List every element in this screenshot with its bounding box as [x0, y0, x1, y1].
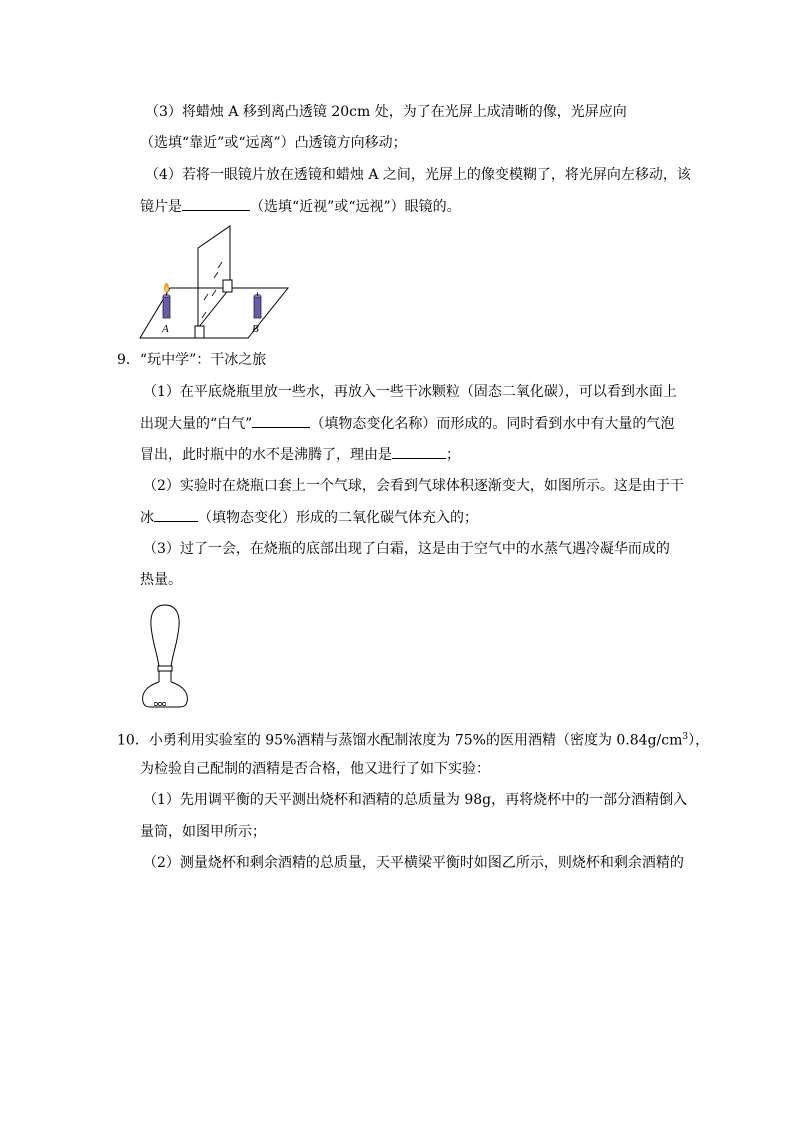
q10-line2: 为检验自己配制的酒精是否合格，他又进行了如下实验：	[140, 761, 490, 777]
q10-part2-line1: （2）测量烧杯和剩余酒精的总质量，天平横梁平衡时如图乙所示，则烧杯和剩余酒精的	[143, 855, 684, 871]
q10-part1-line1: （1）先用调平衡的天平测出烧杯和酒精的总质量为 98g，再将烧杯中的一部分酒精倒入	[143, 792, 688, 808]
q9-part2-post: （填物态变化）形成的二氧化碳气体充入的；	[198, 510, 478, 526]
q10-part1-line2: 量筒，如图甲所示；	[140, 824, 266, 840]
q9-part2-line2	[140, 507, 478, 528]
q8-part4-line2	[140, 196, 461, 217]
candle-b-label: B	[252, 323, 259, 335]
q8-part3-line2: （选填“靠近”或“远离”）凸透镜方向移动；	[140, 135, 407, 151]
flask-balloon-figure	[140, 602, 190, 710]
q10-line1	[117, 727, 709, 751]
q8-part4-post: （选填“近视”或“远视”）眼镜的。	[250, 199, 461, 215]
plane-mirror-candles-figure	[138, 222, 294, 344]
q9-title: 9．“玩中学”：干冰之旅	[117, 352, 267, 368]
q9-part1-pre2: 冒出，此时瓶中的水不是沸腾了，理由是	[140, 447, 392, 463]
q9-part2-line1: （2）实验时在烧瓶口套上一个气球，会看到气球体积逐渐变大，如图所示。这是由于干	[143, 478, 684, 494]
q8-part4-pre: 镜片是	[140, 199, 182, 215]
answer-blank	[182, 196, 250, 211]
q9-part1-line3	[140, 444, 460, 465]
q8-part4-line1: （4）若将一眼镜片放在透镜和蜡烛 A 之间，光屏上的像变模糊了，将光屏向左移动，该	[145, 167, 691, 183]
answer-blank	[154, 507, 198, 522]
q9-part3-line2: 热量。	[140, 572, 182, 588]
q10-line1-pre: 10．小勇利用实验室的 95%酒精与蒸馏水配制浓度为 75%的医用酒精（密度为 0.84g/cm	[117, 732, 683, 749]
candle-a-label: A	[162, 323, 169, 335]
q10-line1-sup: 3	[682, 732, 689, 742]
q9-part3-line1: （3）过了一会，在烧瓶的底部出现了白霜，这是由于空气中的水蒸气遇冷凝华而成的	[143, 541, 670, 557]
q9-part1-line1: （1）在平底烧瓶里放一些水，再放入一些干冰颗粒（固态二氧化碳），可以看到水面上	[143, 384, 677, 400]
q10-line1-post: ），	[688, 732, 710, 749]
q9-part1-pre: 出现大量的“白气”	[140, 416, 253, 432]
q9-part1-post: （填物态变化名称）而形成的。同时看到水中有大量的气泡	[310, 416, 675, 432]
q9-part1-post2: ；	[446, 447, 460, 463]
q9-part2-pre: 冰	[140, 510, 154, 526]
answer-blank	[392, 444, 446, 459]
answer-blank	[252, 413, 310, 428]
q9-part1-line2	[140, 413, 674, 434]
q8-part3-line1: （3）将蜡烛 A 移到离凸透镜 20cm 处，为了在光屏上成清晰的像，光屏应向	[145, 104, 627, 120]
